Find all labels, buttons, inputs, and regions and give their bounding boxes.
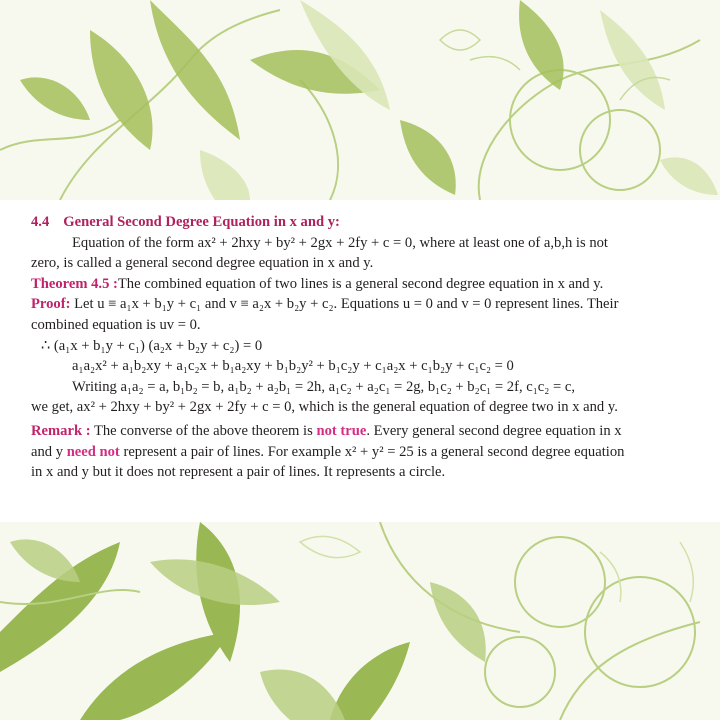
theorem-statement [31, 274, 693, 295]
proof-line-2 [31, 315, 693, 336]
proof-step-2 [31, 356, 693, 377]
top-floral-decoration [0, 0, 720, 200]
remark-highlight-need-not: need not [66, 443, 120, 460]
page-content [31, 212, 693, 483]
bottom-floral-decoration [0, 522, 720, 720]
proof-conclusion-text: we get, ax² + 2hxy + by² + 2gx + 2fy + c = 0, which is the general equation of degree two in x and y. [31, 399, 618, 416]
floral-pattern-bottom [0, 522, 720, 720]
definition-line-2 [31, 253, 693, 274]
remark-text-3: and y [31, 443, 64, 460]
definition-line-1 [31, 233, 693, 254]
remark-text-4: represent a pair of lines. For example x² + y² = 25 is a general second degree equation [123, 443, 625, 460]
proof-step-2-text: a₁a₂x² + a₁b₂xy + a₁c₂x + b₁a₂xy + b₁b₂y² + b₁c₂y + c₁a₂x + c₁b₂y + c₁c₂ = 0 [72, 358, 514, 375]
section-heading [31, 212, 693, 233]
remark-line-3 [31, 462, 693, 483]
proof-step-1-text: ∴ (a₁x + b₁y + c₁) (a₂x + b₂y + c₂) = 0 [41, 337, 263, 354]
definition-text-1: Equation of the form ax² + 2hxy + by² + 2gx + 2fy + c = 0, where at least one of a,b,h is not [72, 234, 608, 251]
remark-line-1 [31, 421, 693, 442]
proof-text-1: Let u ≡ a₁x + b₁y + c₁ and v ≡ a₂x + b₂y + c₂. Equations u = 0 and v = 0 represent lines. Their [74, 296, 619, 313]
section-title: General Second Degree Equation in x and y: [63, 214, 340, 230]
proof-text-2: combined equation is uv = 0. [31, 316, 201, 333]
remark-text-2: . Every general second degree equation in x [366, 422, 622, 439]
proof-conclusion [31, 397, 693, 418]
definition-text-2: zero, is called a general second degree equation in x and y. [31, 255, 374, 272]
remark-text-5: in x and y but it does not represent a pair of lines. It represents a circle. [31, 464, 446, 481]
proof-label: Proof: [31, 296, 71, 313]
theorem-label: Theorem 4.5 : [31, 275, 118, 292]
remark-highlight-not-true: not true [316, 422, 367, 439]
remark-label: Remark : [31, 422, 91, 439]
theorem-text: The combined equation of two lines is a general second degree equation in x and y. [117, 275, 604, 292]
proof-step-3 [31, 377, 693, 398]
remark-text-1: The converse of the above theorem is [93, 422, 313, 439]
floral-pattern-top [0, 0, 720, 200]
remark-line-2 [31, 442, 693, 463]
proof-step-3-text: Writing a₁a₂ = a, b₁b₂ = b, a₁b₂ + a₂b₁ = 2h, a₁c₂ + a₂c₁ = 2g, b₁c₂ + b₂c₁ = 2f, c₁c₂ = c, [72, 378, 576, 395]
section-number: 4.4 [31, 214, 50, 230]
proof-line-1 [31, 294, 693, 315]
proof-step-1 [31, 336, 693, 357]
